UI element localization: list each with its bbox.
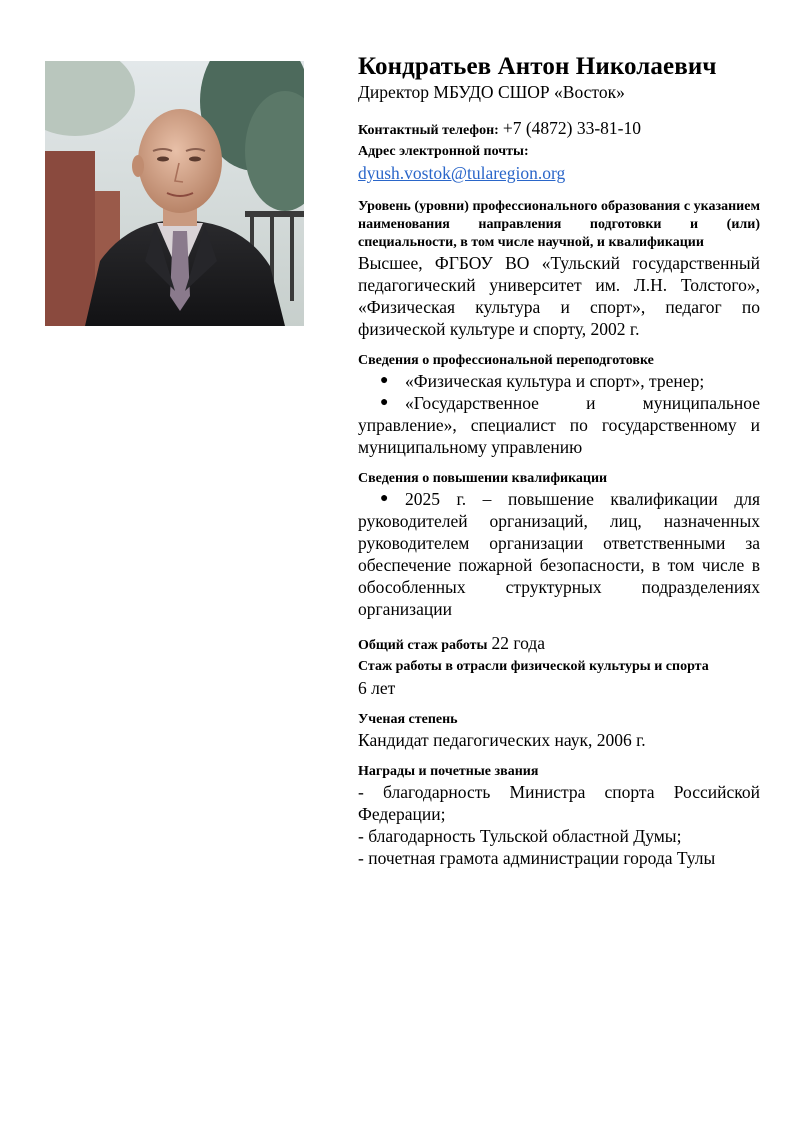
retraining-heading: Сведения о профессиональной переподготовке xyxy=(358,353,654,368)
education-heading: Уровень (уровни) профессионального образования с указанием наименования направления подготовки и (или) специальности, в том числе научной, и квалификации xyxy=(358,199,760,250)
person-position: Директор МБУДО СШОР «Восток» xyxy=(358,82,625,102)
award-item: - благодарность Тульской областной Думы; xyxy=(358,826,682,846)
retraining-item-text: «Физическая культура и спорт», тренер; xyxy=(405,371,705,391)
qualification-section xyxy=(358,470,760,620)
degree-text: Кандидат педагогических наук, 2006 г. xyxy=(358,730,646,750)
email-label: Адрес электронной почты: xyxy=(358,144,529,159)
email-label-line xyxy=(358,141,760,162)
retraining-item xyxy=(358,370,760,392)
degree-heading: Ученая степень xyxy=(358,712,458,727)
portrait-image xyxy=(45,61,304,326)
portrait-photo xyxy=(45,61,304,326)
profile-column xyxy=(358,52,760,881)
bullet-icon: ● xyxy=(380,491,389,506)
awards-heading: Награды и почетные звания xyxy=(358,764,539,779)
total-experience-line xyxy=(358,632,760,657)
education-section xyxy=(358,198,760,340)
education-text: Высшее, ФГБОУ ВО «Тульский государственный педагогический университет им. Л.Н. Толстого», «Физическая культура и спорт», педагог по физической культуре и спорту, 2002 г. xyxy=(358,253,760,339)
industry-experience-label: Стаж работы в отрасли физической культуры и спорта xyxy=(358,659,709,674)
qualification-item xyxy=(358,488,760,620)
awards-section xyxy=(358,763,760,869)
total-experience-value: 22 года xyxy=(491,633,546,653)
person-name: Кондратьев Антон Николаевич xyxy=(358,53,717,80)
industry-experience-value: 6 лет xyxy=(358,678,396,698)
qualification-item-text: 2025 г. – повышение квалификации для руководителей организаций, лиц, назначенных руководителем организации ответственными за обеспечение пожарной безопасности, в том числе в обособленных структурных подразделениях организации xyxy=(358,489,760,619)
total-experience-label: Общий стаж работы xyxy=(358,638,488,653)
phone-value: +7 (4872) 33-81-10 xyxy=(502,118,642,138)
retraining-item xyxy=(358,392,760,458)
email-link[interactable]: dyush.vostok@tularegion.org xyxy=(358,163,566,183)
degree-section xyxy=(358,711,760,751)
phone-line xyxy=(358,118,760,141)
award-item: - благодарность Министра спорта Российской Федерации; xyxy=(358,782,760,824)
bullet-icon: ● xyxy=(380,373,389,388)
qualification-heading: Сведения о повышении квалификации xyxy=(358,471,608,486)
retraining-section xyxy=(358,352,760,458)
phone-label: Контактный телефон: xyxy=(358,123,499,138)
retraining-item-text: «Государственное и муниципальное управление», специалист по государственному и муниципальному управлению xyxy=(358,393,760,457)
award-item: - почетная грамота администрации города Тулы xyxy=(358,848,716,868)
bullet-icon: ● xyxy=(380,395,389,410)
experience-section xyxy=(358,632,760,699)
